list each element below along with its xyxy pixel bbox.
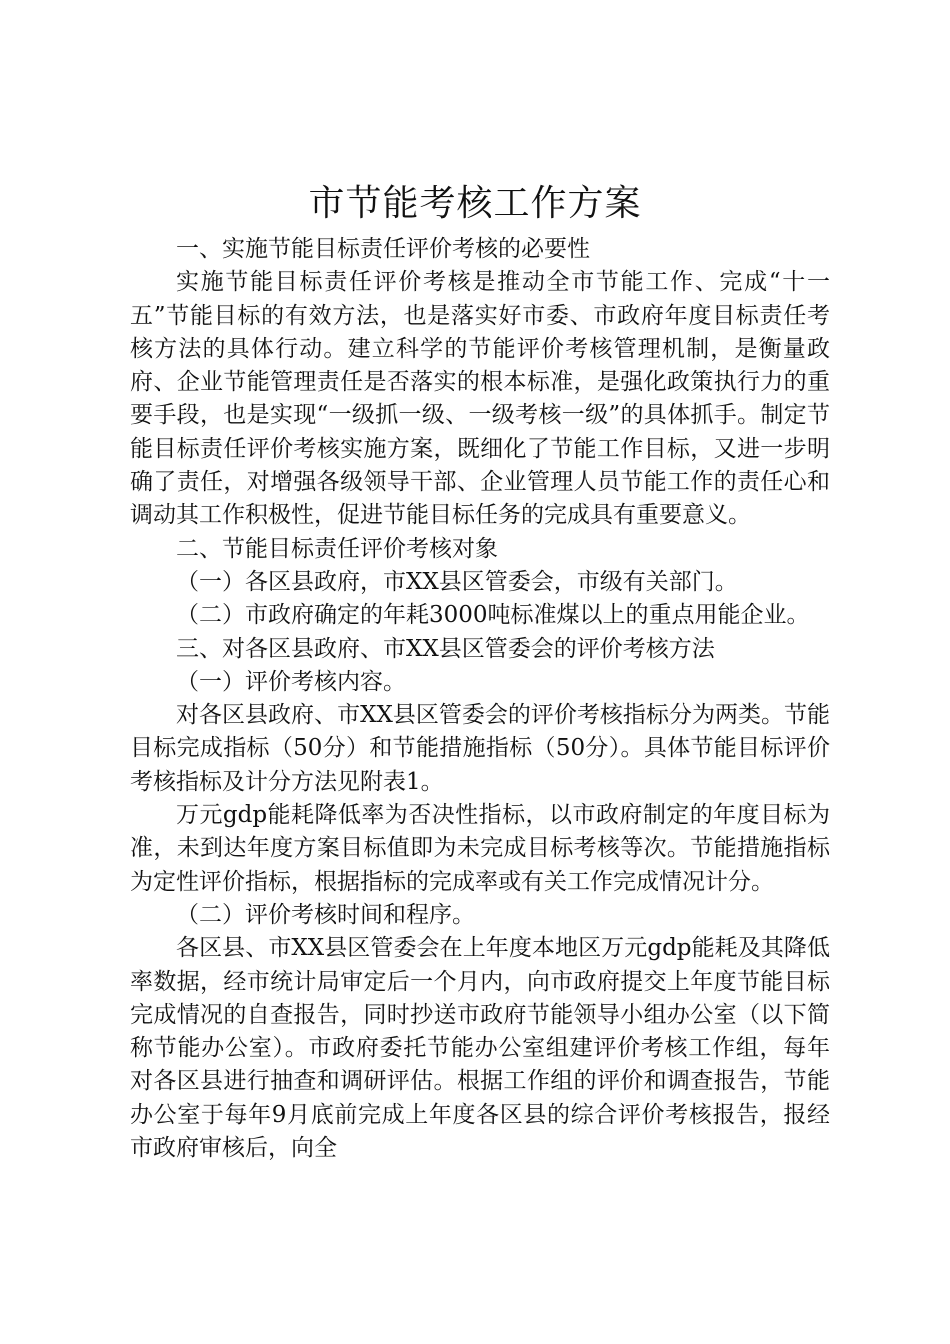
subsection-heading: （一）评价考核内容。 (176, 668, 406, 695)
list-item: （一）各区县政府，市XX县区管委会，市级有关部门。 (176, 568, 738, 595)
subsection-heading: （二）评价考核时间和程序。 (176, 901, 475, 928)
body-paragraph: 各区县、市XX县区管委会在上年度本地区万元gdp能耗及其降低率数据，经市统计局审定后一个月内，向市政府提交上年度节能目标完成情况的自查报告，同时抄送市政府节能领导小组办公室（以下简称节能办公室）。市政府委托节能办公室组建评价考核工作组，每年对各区县进行抽查和调研评估。根据工作组的评价和调查报告，节能办公室于每年9月底前完成上年度各区县的综合评价考核报告，报经市政府审核后，向全 (130, 935, 830, 1162)
list-item: （二）市政府确定的年耗3000吨标准煤以上的重点用能企业。 (176, 602, 810, 629)
body-paragraph: 对各区县政府、市XX县区管委会的评价考核指标分为两类。节能目标完成指标（50分）和节能措施指标（50分）。具体节能目标评价考核指标及计分方法见附表1。 (130, 702, 830, 795)
body-paragraph: 万元gdp能耗降低率为否决性指标，以市政府制定的年度目标为准，未到达年度方案目标值即为未完成目标考核等次。节能措施指标为定性评价指标，根据指标的完成率或有关工作完成情况计分。 (130, 802, 830, 895)
section-heading: 三、对各区县政府、市XX县区管委会的评价考核方法 (176, 635, 715, 662)
document-title: 市节能考核工作方案 (308, 183, 642, 224)
section-heading: 一、实施节能目标责任评价考核的必要性 (176, 236, 590, 262)
section-heading: 二、节能目标责任评价考核对象 (176, 535, 498, 562)
body-paragraph: 实施节能目标责任评价考核是推动全市节能工作、完成“十一五”节能目标的有效方法，也是落实好市委、市政府年度目标责任考核方法的具体行动。建立科学的节能评价考核管理机制，是衡量政府、企业节能管理责任是否落实的根本标准，是强化政策执行力的重要手段，也是实现“一级抓一级、一级考核一级”的具体抓手。制定节能目标责任评价考核实施方案，既细化了节能工作目标，又进一步明确了责任，对增强各级领导干部、企业管理人员节能工作的责任心和调动其工作积极性，促进节能目标任务的完成具有重要意义。 (130, 269, 830, 529)
document-body (130, 233, 830, 1165)
